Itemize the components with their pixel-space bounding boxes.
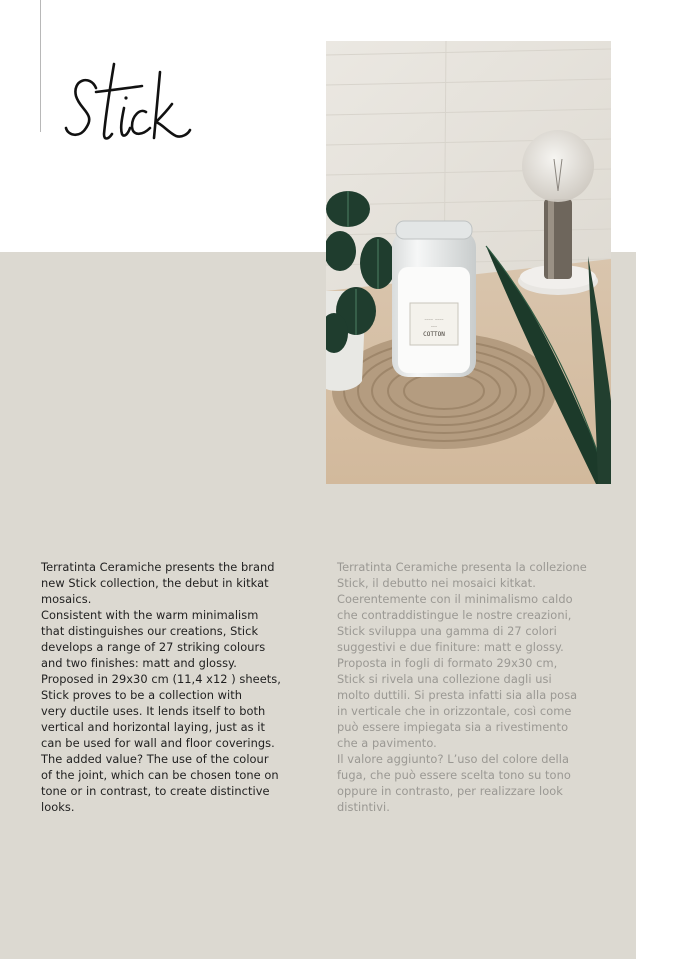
stick-logo	[62, 58, 192, 148]
vertical-divider-line	[40, 0, 41, 132]
en-paragraph-details: Consistent with the warm minimalism that distinguishes our creations, Stick develops a range of 27 striking colours and two finishes: matt and glossy. Proposed in 29x30 cm (11,4 x12 ) sheets, Stick proves to be a collection with very ductile uses. It lends itself to both vertical and horizontal laying, just as it can be used for wall and floor coverings.	[41, 608, 281, 750]
candle-jar-photo-icon	[326, 41, 611, 484]
it-paragraph-details: Coerentemente con il minimalismo caldo che contraddistingue le nostre creazioni, Stick sviluppa una gamma di 27 colori suggestivi e due finiture: matt e glossy. Proposta in fogli di formato 29x30 cm, Stick si rivela una collezione dagli usi molto duttili. Si presta infatti sia alla posa in verticale che in orizzontale, così come può essere impiegata sia a rivestimento che a pavimento.	[337, 592, 578, 750]
stick-script-logo-icon	[62, 58, 192, 148]
it-paragraph-added-value: Il valore aggiunto? L’uso del colore della fuga, che può essere scelta tono su tono oppure in contrasto, per realizzare look distintivi.	[337, 752, 571, 814]
jar-label-text: COTTON	[423, 331, 445, 338]
product-photo	[326, 41, 611, 484]
it-paragraph-intro: Terratinta Ceramiche presenta la collezione Stick, il debutto nei mosaici kitkat.	[337, 560, 587, 590]
italian-text-column	[337, 559, 607, 815]
svg-text:~~~~ ~~~~: ~~~~ ~~~~	[424, 318, 444, 322]
en-paragraph-added-value: The added value? The use of the colour of the joint, which can be chosen tone on tone or in contrast, to create distinctive looks.	[41, 752, 279, 814]
svg-text:~~~: ~~~	[430, 325, 438, 329]
english-text-column	[41, 559, 303, 815]
en-paragraph-intro: Terratinta Ceramiche presents the brand new Stick collection, the debut in kitkat mosaics.	[41, 560, 275, 606]
